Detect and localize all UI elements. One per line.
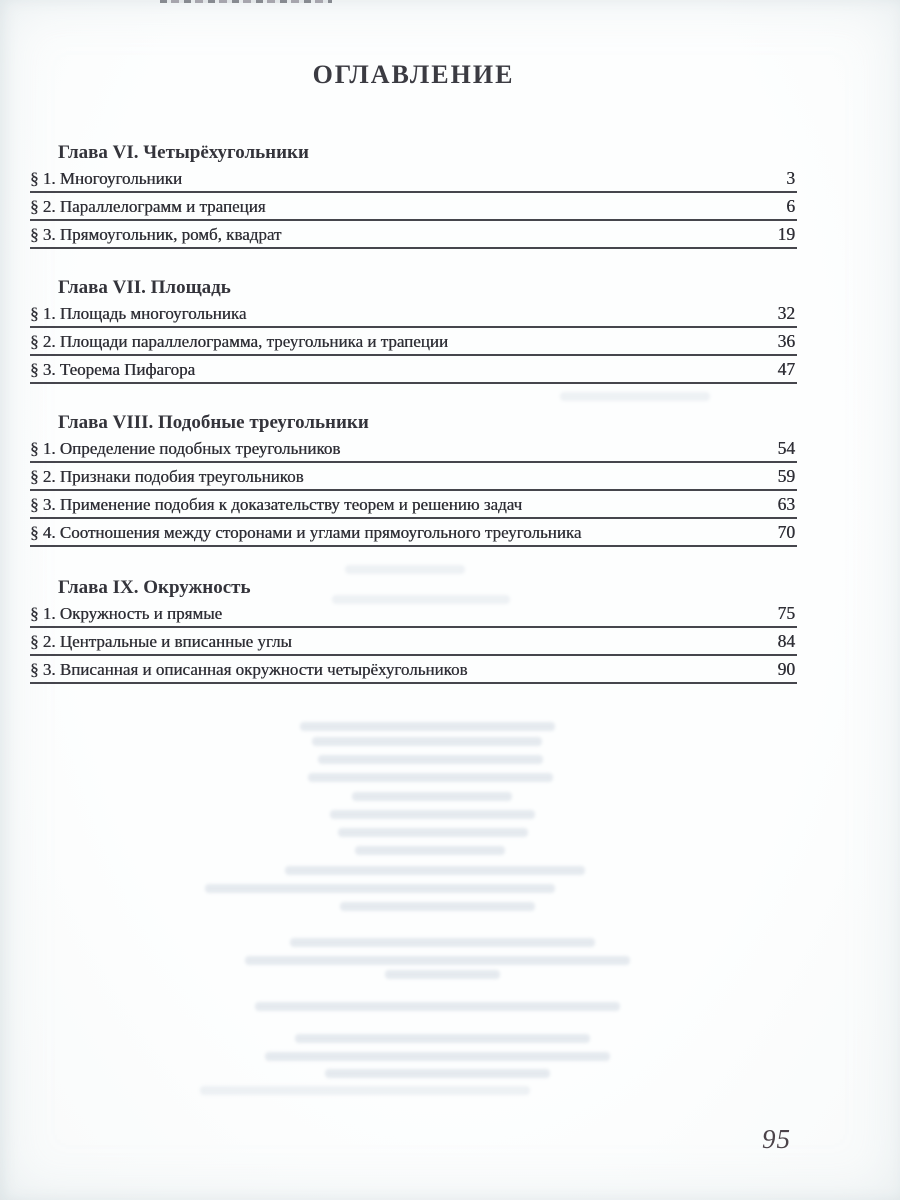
toc-entry — [30, 600, 797, 628]
toc-entry — [30, 356, 797, 384]
chapter-heading: Глава VIII. Подобные треугольники — [58, 412, 369, 433]
toc-section-chapter-9 — [30, 577, 797, 684]
toc-entry-page: 19 — [777, 224, 795, 244]
chapter-heading: Глава VI. Четырёхугольники — [58, 142, 309, 163]
toc-entry-page: 3 — [786, 168, 795, 188]
ghost-text-line — [318, 755, 543, 764]
toc-entry — [30, 656, 797, 684]
toc-entry-page: 75 — [777, 603, 795, 623]
toc-entry — [30, 300, 797, 328]
toc-entry-label: § 2. Площади параллелограмма, треугольника и трапеции — [30, 332, 448, 351]
page-number: 95 — [762, 1124, 791, 1154]
toc-entry-page: 47 — [777, 359, 795, 379]
toc-entry — [30, 193, 797, 221]
toc-entry-label: § 1. Площадь многоугольника — [30, 304, 247, 323]
toc-entry — [30, 435, 797, 463]
toc-entry-label: § 3. Применение подобия к доказательству теорем и решению задач — [30, 495, 523, 514]
ghost-text-line — [290, 938, 595, 947]
toc-entry-page: 84 — [777, 631, 795, 651]
toc-entry — [30, 165, 797, 193]
ghost-text-line — [338, 828, 528, 837]
toc-entry-page: 90 — [777, 659, 795, 679]
toc-entry-label: § 2. Центральные и вписанные углы — [30, 632, 292, 651]
toc-entry-label: § 3. Вписанная и описанная окружности четырёхугольников — [30, 660, 468, 679]
toc-section-chapter-7 — [30, 277, 797, 384]
toc-entry-label: § 3. Теорема Пифагора — [30, 360, 196, 379]
toc-entry — [30, 491, 797, 519]
toc-entry-label: § 2. Признаки подобия треугольников — [30, 467, 304, 486]
ghost-text-line — [352, 792, 512, 801]
ghost-text-line — [295, 1034, 590, 1043]
toc-entry — [30, 628, 797, 656]
ghost-text-line — [308, 773, 553, 782]
toc-section-chapter-6 — [30, 142, 797, 249]
toc-entry-page: 32 — [777, 303, 795, 323]
ghost-text-line — [200, 1086, 530, 1095]
toc-entry-page: 6 — [786, 196, 795, 216]
toc-entry-page: 59 — [777, 466, 795, 486]
toc-entry-label: § 1. Многоугольники — [30, 169, 182, 188]
toc-section-chapter-8 — [30, 412, 797, 547]
ghost-text-line — [355, 846, 505, 855]
ghost-text-line — [265, 1052, 610, 1061]
ghost-text-line — [312, 737, 542, 746]
toc-entry-label: § 3. Прямоугольник, ромб, квадрат — [30, 225, 282, 244]
toc-entry-page: 54 — [777, 438, 795, 458]
page-title: ОГЛАВЛЕНИЕ — [312, 60, 515, 89]
ghost-text-line — [385, 970, 500, 979]
toc-entry — [30, 463, 797, 491]
toc-entry-label: § 1. Определение подобных треугольников — [30, 439, 341, 458]
toc-entry-page: 70 — [777, 522, 795, 542]
toc-entry — [30, 221, 797, 249]
ghost-text-line — [255, 1002, 620, 1011]
toc-entry-label: § 2. Параллелограмм и трапеция — [30, 197, 266, 216]
toc-entry — [30, 519, 797, 547]
ghost-text-line — [330, 810, 535, 819]
ghost-text-line — [300, 722, 555, 731]
chapter-heading: Глава IX. Окружность — [58, 577, 251, 598]
toc-entry — [30, 328, 797, 356]
toc-entry-label: § 4. Соотношения между сторонами и углами прямоугольного треугольника — [30, 523, 582, 542]
toc-entry-label: § 1. Окружность и прямые — [30, 604, 223, 623]
ghost-text-line — [560, 392, 710, 401]
ghost-text-line — [285, 866, 585, 875]
ghost-text-line — [340, 902, 535, 911]
ghost-text-line — [205, 884, 555, 893]
scan-artifact — [160, 0, 332, 3]
ghost-text-line — [345, 565, 465, 574]
ghost-text-line — [245, 956, 630, 965]
ghost-text-line — [325, 1069, 550, 1078]
toc-entry-page: 63 — [777, 494, 795, 514]
toc-entry-page: 36 — [777, 331, 795, 351]
chapter-heading: Глава VII. Площадь — [58, 277, 231, 298]
